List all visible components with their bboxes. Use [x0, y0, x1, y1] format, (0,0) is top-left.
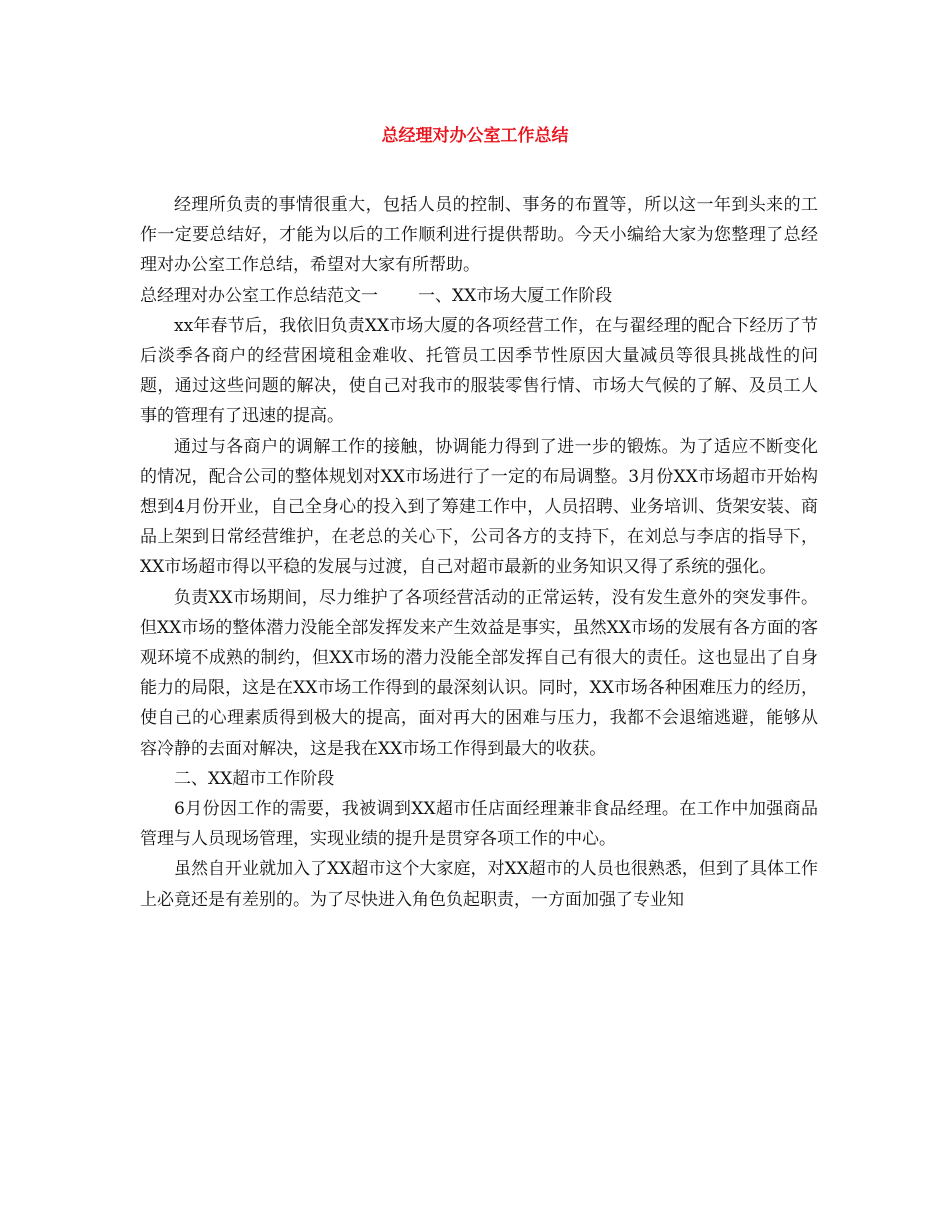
paragraph: 6月份因工作的需要，我被调到XX超市任店面经理兼非食品经理。在工作中加强商品管理与人员现场管理，实现业绩的提升是贯穿各项工作的中心。 — [140, 799, 818, 850]
page-title: 总经理对办公室工作总结 — [381, 126, 569, 146]
section-line — [140, 281, 818, 311]
paragraph: 虽然自开业就加入了XX超市这个大家庭，对XX超市的人员也很熟悉，但到了具体工作上必竟还是有差别的。为了尽快进入角色负起职责，一方面加强了专业知 — [140, 859, 818, 910]
paragraph: 通过与各商户的调解工作的接触，协调能力得到了进一步的锻炼。为了适应不断变化的情况，配合公司的整体规划对XX市场进行了一定的布局调整。3月份XX市场超市开始构想到4月份开业，自己全身心的投入到了筹建工作中，人员招聘、业务培训、货架安装、商品上架到日常经营维护，在老总的关心下，公司各方的支持下，在刘总与李店的指导下，XX市场超市得以平稳的发展与过渡，自己对超市最新的业务知识又得了系统的强化。 — [140, 436, 818, 578]
section-heading: 二、XX超市工作阶段 — [174, 768, 335, 789]
document-body — [140, 190, 818, 915]
paragraph-intro: 经理所负责的事情很重大，包括人员的控制、事务的布置等，所以这一年到头来的工作一定要总结好，才能为以后的工作顺利进行提供帮助。今天小编给大家为您整理了总经理对办公室工作总结，希望对大家有所帮助。 — [140, 195, 818, 276]
paragraph: xx年春节后，我依旧负责XX市场大厦的各项经营工作，在与翟经理的配合下经历了节后淡季各商户的经营困境租金难收、托管员工因季节性原因大量减员等很具挑战性的问题，通过这些问题的解决，使自己对我市的服装零售行情、市场大气候的了解、及员工人事的管理有了迅速的提高。 — [140, 315, 818, 427]
section-line-right: 一、XX市场大厦工作阶段 — [418, 285, 613, 306]
section-line-left: 总经理对办公室工作总结范文一 — [140, 285, 378, 306]
paragraph: 负责XX市场期间，尽力维护了各项经营活动的正常运转，没有发生意外的突发事件。但XX市场的整体潜力没能全部发挥发来产生效益是事实，虽然XX市场的发展有各方面的客观环境不成熟的制约，但XX市场的潜力没能全部发挥自己有很大的责任。这也显出了自身能力的局限，这是在XX市场工作得到的最深刻认识。同时，XX市场各种困难压力的经历，使自己的心理素质得到极大的提高，面对再大的困难与压力，我都不会退缩逃避，能够从容冷静的去面对解决，这是我在XX市场工作得到最大的收获。 — [140, 587, 818, 759]
